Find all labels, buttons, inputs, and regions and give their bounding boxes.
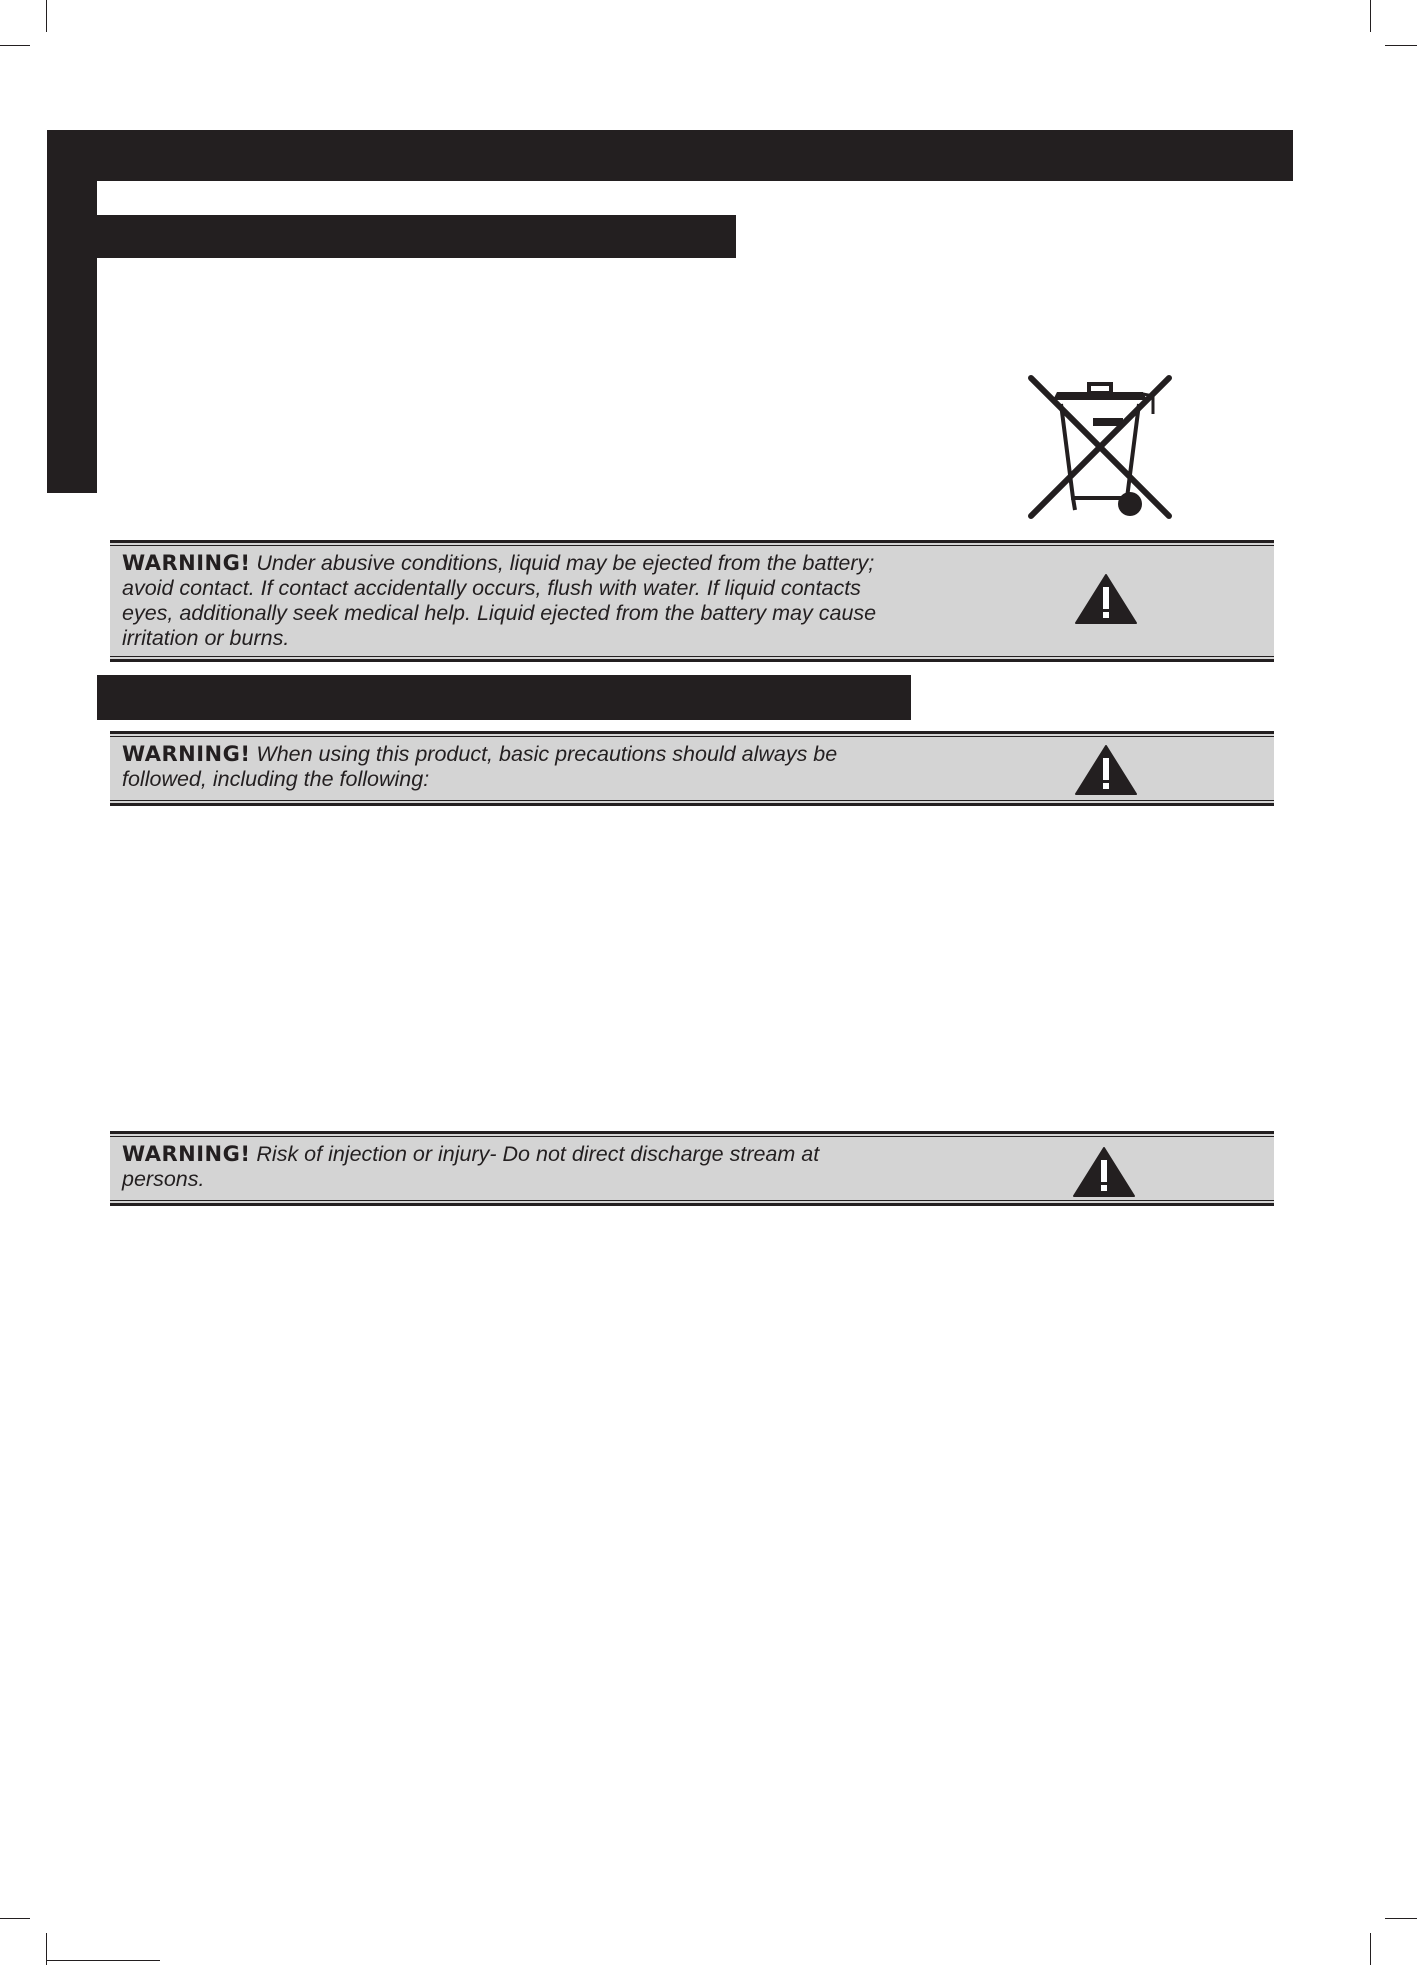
crop-mark [1385, 45, 1417, 46]
warning-box-precautions [110, 731, 1274, 806]
warning-label: WARNING! [122, 742, 251, 766]
crop-mark [0, 45, 30, 46]
warning-text [122, 742, 902, 792]
warning-box-injection [110, 1131, 1274, 1206]
warning-label: WARNING! [122, 1142, 251, 1166]
warning-body: Under abusive conditions, liquid may be ejected from the battery; avoid contact. If contact accidentally occurs, flush with water. If liquid contacts eyes, additionally seek medical help. Liquid ejected from the battery may cause irritation or burns. [122, 551, 877, 650]
crop-mark [1370, 1933, 1371, 1965]
warning-text [122, 551, 902, 651]
warning-body: Risk of injection or injury- Do not direct discharge stream at persons. [122, 1142, 820, 1191]
section-heading-bar [97, 675, 911, 720]
crop-mark [1370, 0, 1371, 32]
crop-mark [46, 0, 47, 32]
warning-box-battery [110, 540, 1274, 662]
crop-mark [46, 1960, 160, 1961]
side-bar [47, 130, 97, 493]
crop-mark [1385, 1918, 1417, 1919]
warning-triangle-icon [1074, 573, 1138, 630]
crop-mark [0, 1918, 30, 1919]
warning-triangle-icon [1072, 1146, 1136, 1203]
warning-label: WARNING! [122, 551, 251, 575]
warning-body: When using this product, basic precautions should always be followed, including the following: [122, 742, 838, 791]
crossed-out-wheelie-bin-icon [1025, 370, 1175, 520]
warning-triangle-icon [1074, 744, 1138, 801]
header-bar [47, 130, 1293, 181]
subheader-bar [97, 215, 736, 258]
warning-text [122, 1142, 902, 1192]
